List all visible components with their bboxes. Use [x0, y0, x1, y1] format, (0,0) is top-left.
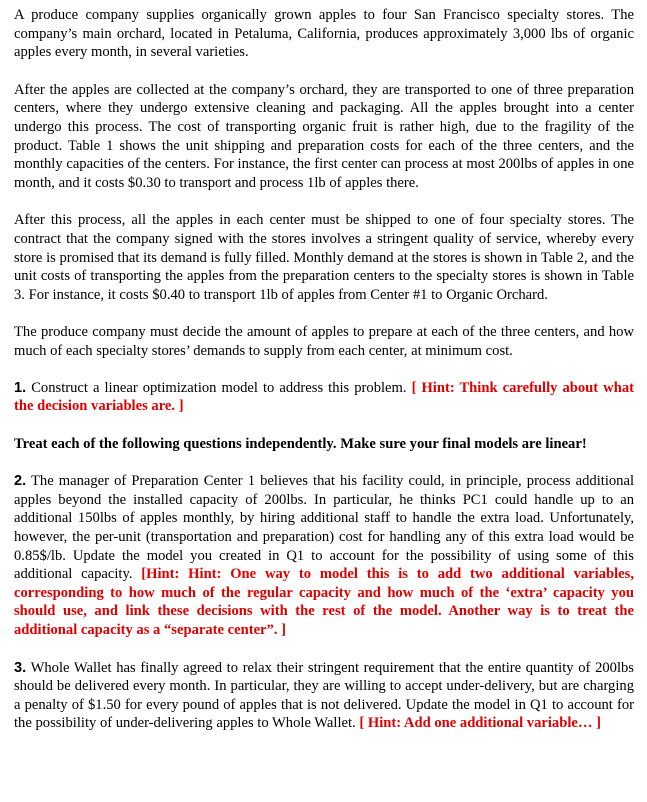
- preparation-paragraph: After the apples are collected at the company’s orchard, they are transported to one of three preparation centers, where they undergo extensive cleaning and packaging. All the apples brought into a center undergo this process. The cost of transporting organic fruit is rather high, due to the fragility of the product. Table 1 shows the unit shipping and preparation costs for each of the three centers, and the monthly capacities of the centers. For instance, the first center can process at most 200lbs of apples in one month, and it costs $0.30 to transport and process 1lb of apples there.: [14, 81, 634, 191]
- question-3-number: 3.: [14, 659, 27, 676]
- question-2-number: 2.: [14, 473, 27, 490]
- decision-paragraph: The produce company must decide the amount of apples to prepare at each of the three centers, and how much of each specialty stores’ demands to supply from each center, at minimum cost.: [14, 324, 634, 359]
- question-2-hint: [Hint: Hint: One way to model this is to add two additional variables, corresponding to how much of the regular capacity and how much of the ‘extra’ capacity you should use, and link these decisions with the rest of the model. Another way is to treat the additional capacity as a “separate center”. ]: [14, 566, 634, 639]
- question-1: [14, 379, 634, 416]
- document-page: [14, 6, 634, 733]
- question-1-number: 1.: [14, 379, 27, 396]
- question-1-text: Construct a linear optimization model to address this problem.: [26, 379, 412, 396]
- question-1-hint: [ Hint: Think carefully about what the decision variables are. ]: [14, 379, 634, 415]
- shipping-paragraph: After this process, all the apples in each center must be shipped to one of four specialty stores. The contract that the company signed with the stores involves a stringent quality of service, whereby every store is promised that its demand is fully filled. Monthly demand at the stores is shown in Table 2, and the unit costs of transporting the apples from the preparation centers to the specialty stores is shown in Table 3. For instance, it costs $0.40 to transport 1lb of apples from Center #1 to Organic Orchard.: [14, 212, 634, 303]
- question-2-text: The manager of Preparation Center 1 believes that his facility could, in principle, process additional apples beyond the installed capacity of 200lbs. In particular, he thinks PC1 could handle up to an additional 150lbs of apples monthly, by hiring additional staff to handle the extra load. Unfortunately, however, the per-unit (transportation and preparation) cost for handling any of this extra load would be 0.85$/lb. Update the model you created in Q1 to account for the possibility of using some of this additional capacity.: [14, 473, 634, 583]
- instruction-line: Treat each of the following questions independently. Make sure your final models are linear!: [14, 435, 587, 452]
- intro-paragraph: A produce company supplies organically grown apples to four San Francisco specialty stores. The company’s main orchard, located in Petaluma, California, produces approximately 3,000 lbs of organic apples every month, in several varieties.: [14, 7, 634, 61]
- question-3-text: Whole Wallet has finally agreed to relax their stringent requirement that the entire quantity of 200lbs should be delivered every month. In particular, they are willing to accept under-delivery, but are charging a penalty of $1.50 for every pound of apples that is not delivered. Update the model in Q1 to account for the possibility of under-delivering apples to Whole Wallet.: [14, 659, 634, 732]
- question-2: [14, 472, 634, 639]
- question-3: [14, 659, 634, 733]
- question-3-hint: [ Hint: Add one additional variable… ]: [359, 715, 601, 732]
